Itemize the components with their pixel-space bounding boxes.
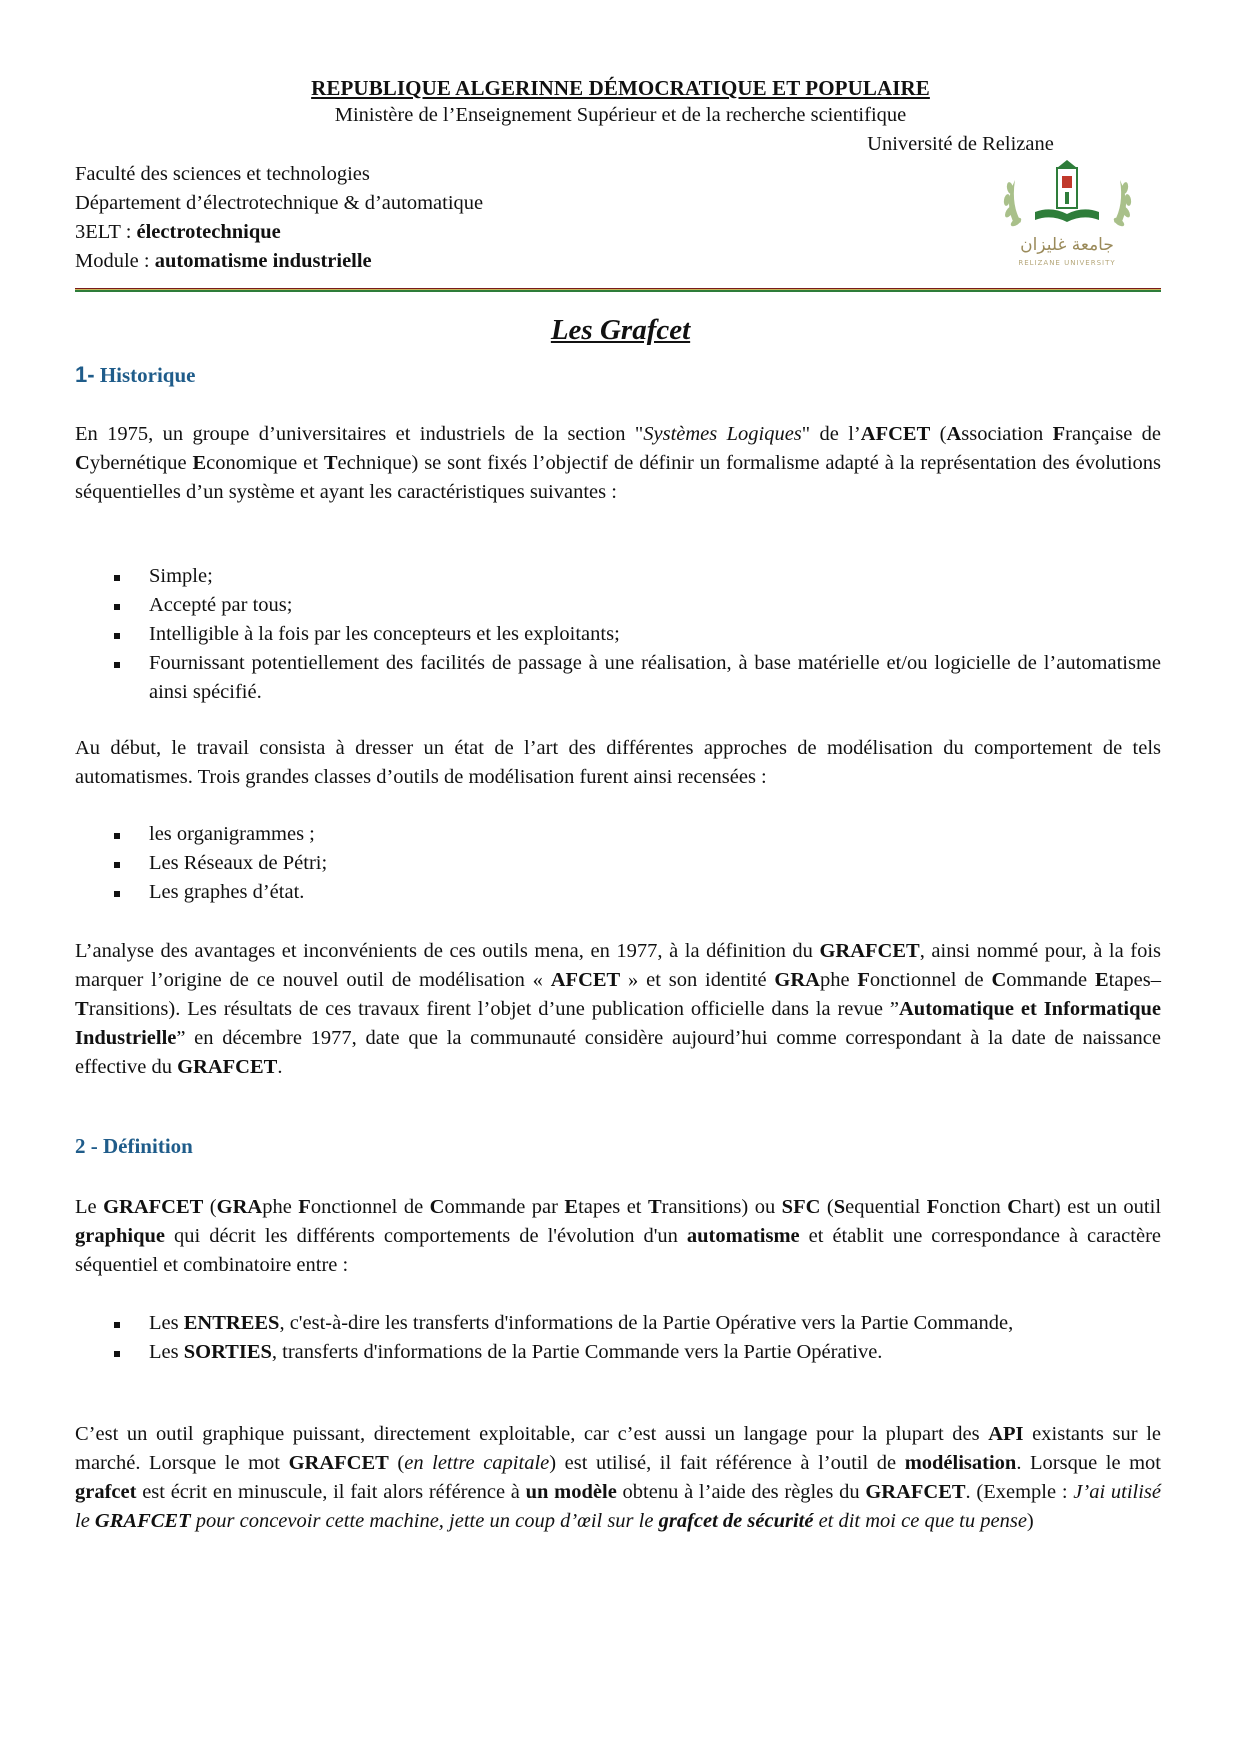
list-item: Les Réseaux de Pétri; (110, 849, 1161, 878)
paragraph-state-of-art: Au début, le travail consista à dresser un état de l’art des différentes approches de modélisation du comportement de tels automatismes. Trois grandes classes d’outils de modélisation furent ainsi recensées : (75, 737, 1161, 788)
section-title: Historique (99, 363, 196, 387)
republic-heading: REPUBLIQUE ALGERINNE DÉMOCRATIQUE ET POPULAIRE (311, 76, 930, 100)
logo-arabic-text: جامعة غليزان (1020, 235, 1114, 255)
module-value: automatisme industrielle (154, 250, 372, 272)
paragraph-tool-usage: C’est un outil graphique puissant, directement exploitable, car c’est aussi un langage pour la plupart des API existants sur le marché. Lorsque le mot GRAFCET (en lettre capitale) est utilisé, il fait référence à l’outil de modélisation. Lorsque le mot grafcet est écrit en minuscule, il fait alors référence à un modèle obtenu à l’aide des règles du GRAFCET. (Exemple : J’ai utilisé le GRAFCET pour concevoir cette machine, jette un coup d’œil sur le grafcet de sécurité et dit moi ce que tu pense) (75, 1423, 1162, 1532)
list-item: les organigrammes ; (110, 820, 1161, 849)
list-item: Les SORTIES, transferts d'informations de la Partie Commande vers la Partie Opérative. (110, 1338, 1161, 1367)
characteristics-list (110, 562, 1161, 707)
list-item: Intelligible à la fois par les concepteurs et les exploitants; (110, 620, 1161, 649)
page-title: Les Grafcet (550, 314, 691, 346)
level-line (75, 221, 281, 244)
module-line (75, 250, 372, 273)
faculty-line: Faculté des sciences et technologies (75, 163, 370, 185)
list-item: Les graphes d’état. (110, 878, 1161, 907)
list-item: Accepté par tous; (110, 591, 1161, 620)
io-list (110, 1309, 1161, 1367)
university-logo (985, 150, 1150, 280)
university-line: Université de Relizane (867, 133, 1054, 155)
level-value: électrotechnique (136, 221, 281, 243)
section-heading-historique (75, 362, 195, 388)
department-line: Département d’électrotechnique & d’automatique (75, 192, 484, 214)
ministry-line: Ministère de l’Enseignement Supérieur et de la recherche scientifique (334, 104, 907, 126)
list-item: Simple; (110, 562, 1161, 591)
header-separator (75, 288, 1161, 292)
section-number: 1- (75, 362, 95, 387)
module-prefix: Module : (75, 250, 155, 272)
logo-latin-text: RELIZANE UNIVERSITY (1018, 259, 1116, 267)
paragraph-historique-intro: En 1975, un groupe d’universitaires et industriels de la section "Systèmes Logiques" de l’AFCET (Association Française de Cybernétique Economique et Technique) se sont fixés l’objectif de définir un formalisme adapté à la représentation des évolutions séquentielles d’un système et ayant les caractéristiques suivantes : (75, 423, 1162, 503)
level-prefix: 3ELT : (75, 221, 137, 243)
paragraph-grafcet-origin: L’analyse des avantages et inconvénients de ces outils mena, en 1977, à la définition du GRAFCET, ainsi nommé pour, à la fois marquer l’origine de ce nouvel outil de modélisation « AFCET » et son identité GRAphe Fonctionnel de Commande Etapes–Transitions). Les résultats de ces travaux firent l’objet d’une publication officielle dans la revue ”Automatique et Informatique Industrielle” en décembre 1977, date que la communauté considère aujourd’hui comme correspondant à la date de naissance effective du GRAFCET. (75, 940, 1162, 1078)
paragraph-definition: Le GRAFCET (GRAphe Fonctionnel de Commande par Etapes et Transitions) ou SFC (Sequential Fonction Chart) est un outil graphique qui décrit les différents comportements de l'évolution d'un automatisme et établit une correspondance à caractère séquentiel et combinatoire entre : (75, 1196, 1162, 1276)
list-item: Les ENTREES, c'est-à-dire les transferts d'informations de la Partie Opérative vers la Partie Commande, (110, 1309, 1161, 1338)
modeling-tools-list (110, 820, 1161, 907)
section-heading-definition: 2 - Définition (75, 1134, 193, 1158)
list-item: Fournissant potentiellement des facilités de passage à une réalisation, à base matérielle et/ou logicielle de l’automatisme ainsi spécifié. (110, 649, 1161, 707)
